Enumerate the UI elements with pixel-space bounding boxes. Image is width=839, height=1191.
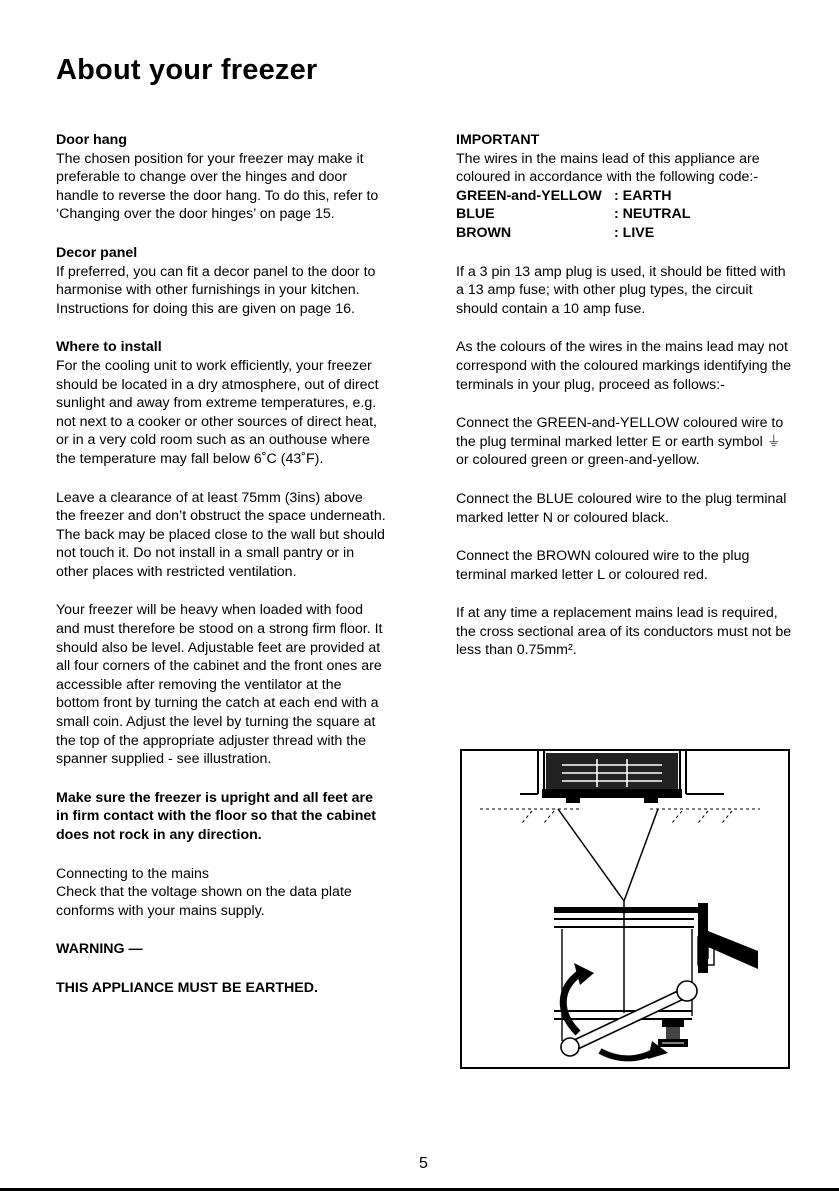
decor-panel-heading: Decor panel [56, 244, 138, 261]
warning-label: WARNING — [56, 941, 143, 958]
earthed-warning: THIS APPLIANCE MUST BE EARTHED. [56, 979, 318, 996]
plug-fuse-text: If a 3 pin 13 amp plug is used, it should be fitted with a 13 amp fuse; with other plug types, the circuit should contain a 10 amp fuse. [456, 263, 786, 317]
install-paragraph-1: For the cooling unit to work efficiently, your freezer should be located in a dry atmosphere, out of direct sunlight and away from extreme temperatures, e.g. not next to a cooker or other sources of direct heat, or in a very cold room such as an outhouse where the temperature may fall below 6˚C (43˚F). [56, 357, 379, 467]
door-hang-text: The chosen position for your freezer may make it preferable to change over the hinges and door handle to reverse the door hang. To do this, refer to ‘Changing over the door hinges’ on page 15. [56, 150, 379, 223]
where-to-install-heading: Where to install [56, 339, 162, 356]
wire-colour: BROWN [456, 224, 512, 241]
wires-intro: The wires in the mains lead of this appliance are coloured in accordance with the following code:- [456, 150, 760, 186]
wire-code-table [456, 187, 690, 243]
install-paragraph-2: Leave a clearance of at least 75mm (3ins) above the freezer and don’t obstruct the space underneath. The back may be placed close to the wall but should not touch it. Do not install in a small pantry or in other places with restricted ventilation. [56, 489, 386, 580]
green-yellow-instruction [456, 414, 796, 470]
earth-symbol-icon: ⏚ [766, 433, 781, 450]
wire-colour: BLUE [456, 206, 495, 223]
wire-code-row [456, 224, 690, 243]
page-title: About your freezer [56, 54, 318, 86]
page-number: 5 [419, 1155, 428, 1172]
replacement-lead-text: If at any time a replacement mains lead is required, the cross sectional area of its conductors must not be less than 0.75mm². [456, 605, 792, 659]
brown-instruction: Connect the BROWN coloured wire to the plug terminal marked letter L or coloured red. [456, 548, 750, 583]
green-yellow-text-a: Connect the GREEN-and-YELLOW coloured wire to the plug terminal marked letter E or earth symbol [456, 415, 784, 450]
adjustable-feet-illustration [460, 749, 790, 1069]
wire-meaning: : EARTH [614, 187, 672, 204]
spanner-adjuster-drawing [462, 751, 788, 1067]
wire-code-row [456, 187, 690, 206]
wire-meaning: : NEUTRAL [614, 206, 691, 223]
green-yellow-text-b: or coloured green or green-and-yellow. [456, 452, 700, 469]
connecting-text: Check that the voltage shown on the data plate conforms with your mains supply. [56, 884, 352, 919]
install-paragraph-3: Your freezer will be heavy when loaded with food and must therefore be stood on a strong firm floor. It should also be level. Adjustable feet are provided at all four corners of the cabinet and the front ones are accessible after removing the ventilator at the bottom front by turning the catch at each end with a small coin. Adjust the level by turning the square at the top of the appropriate adjuster thread with the spanner supplied - see illustration. [56, 602, 383, 768]
important-heading: IMPORTANT [456, 132, 540, 148]
wire-colours-text: As the colours of the wires in the mains lead may not correspond with the coloured markings identifying the terminals in your plug, proceed as follows:- [456, 339, 792, 393]
wire-meaning: : LIVE [614, 224, 655, 241]
door-hang-heading: Door hang [56, 132, 127, 148]
left-column [56, 131, 386, 1018]
upright-note: Make sure the freezer is upright and all feet are in firm contact with the floor so that the cabinet does not rock in any direction. [56, 789, 377, 843]
decor-panel-text: If preferred, you can fit a decor panel to the door to harmonise with other furnishings in your kitchen. Instructions for doing this are given on page 16. [56, 263, 376, 317]
wire-code-row [456, 205, 690, 224]
connecting-heading: Connecting to the mains [56, 865, 210, 882]
blue-instruction: Connect the BLUE coloured wire to the plug terminal marked letter N or coloured black. [456, 490, 787, 526]
wire-colour: GREEN-and-YELLOW [456, 187, 602, 204]
right-column [456, 131, 796, 680]
